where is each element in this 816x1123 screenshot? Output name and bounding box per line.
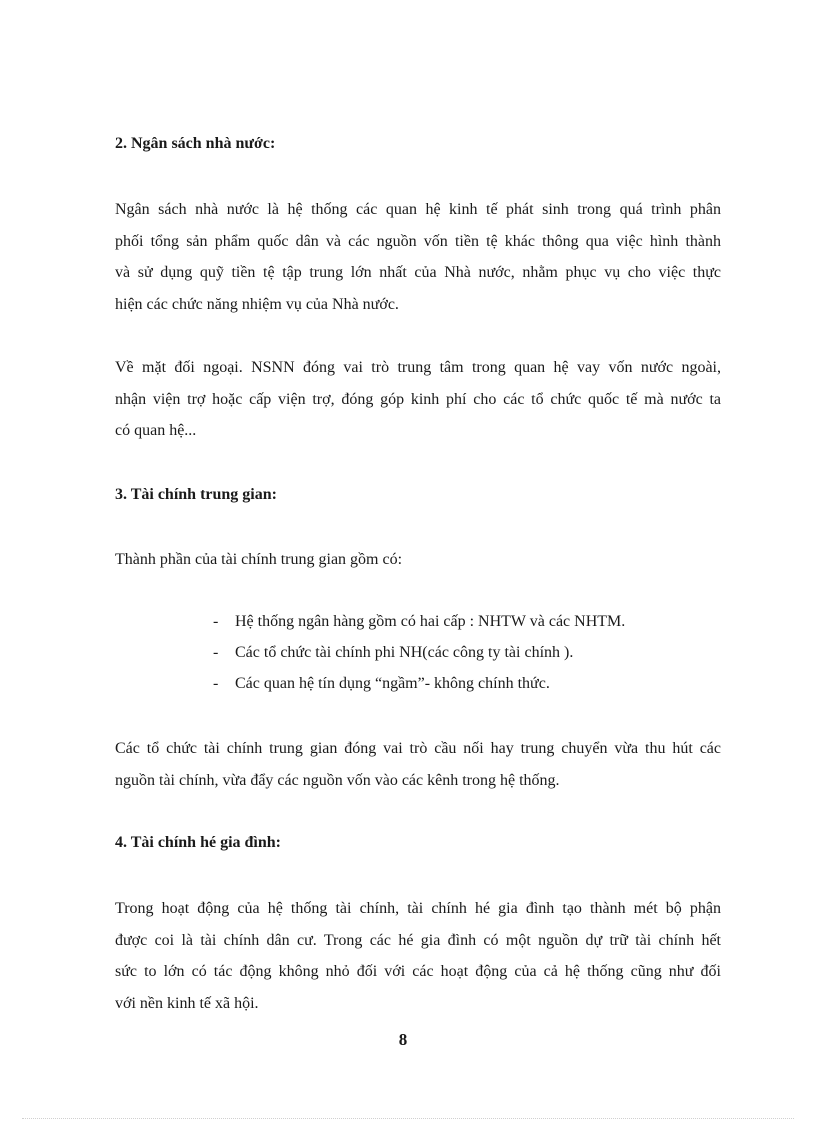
bullet-dash: - bbox=[213, 644, 219, 661]
text-line: với nền kinh tế xã hội. bbox=[115, 994, 259, 1012]
list-item bbox=[213, 668, 625, 699]
text-line: Về mặt đối ngoại. NSNN đóng vai trò trung tâm trong quan hệ vay vốn nước ngoài, bbox=[115, 359, 721, 376]
page-number: 8 bbox=[398, 1030, 408, 1049]
intermediary-component-list bbox=[213, 606, 625, 699]
text-line: Ngân sách nhà nước là hệ thống các quan hệ kinh tế phát sinh trong quá trình phân bbox=[115, 201, 721, 218]
list-item-text: Hệ thống ngân hàng gồm có hai cấp : NHTW và các NHTM. bbox=[235, 613, 626, 630]
text-line: sức to lớn có tác động không nhỏ đối với các hoạt động của cả hệ thống cũng như đối bbox=[115, 963, 721, 980]
text-line: Thành phần của tài chính trung gian gồm có: bbox=[115, 551, 403, 568]
text-line: Trong hoạt động của hệ thống tài chính, tài chính hé gia đình tạo thành mét bộ phận bbox=[115, 900, 721, 917]
text-line: được coi là tài chính dân cư. Trong các hé gia đình có một nguồn dự trữ tài chính hết bbox=[115, 931, 721, 949]
text-line: nguồn tài chính, vừa đẩy các nguồn vốn vào các kênh trong hệ thống. bbox=[115, 771, 560, 789]
text-line: phối tổng sản phẩm quốc dân và các nguồn vốn tiền tệ khác thông qua việc hình thành bbox=[115, 232, 721, 250]
text-line: hiện các chức năng nhiệm vụ của Nhà nước. bbox=[115, 295, 399, 313]
section-heading-intermediary: 3. Tài chính trung gian: bbox=[115, 486, 277, 503]
list-item bbox=[213, 606, 625, 637]
bullet-dash: - bbox=[213, 675, 219, 692]
text-line: nhận viện trợ hoặc cấp viện trợ, đóng góp kinh phí cho các tổ chức quốc tế mà nước ta bbox=[115, 390, 721, 408]
section-heading-household: 4. Tài chính hé gia đình: bbox=[115, 834, 281, 851]
paragraph-budget-definition bbox=[115, 194, 721, 320]
list-item-text: Các tổ chức tài chính phi NH(các công ty tài chính ). bbox=[235, 644, 574, 661]
section-heading-budget: 2. Ngân sách nhà nước: bbox=[115, 135, 276, 152]
list-item-text: Các quan hệ tín dụng “ngầm”- không chính thức. bbox=[235, 675, 550, 692]
paragraph-household bbox=[115, 893, 721, 1019]
bullet-dash: - bbox=[213, 613, 219, 630]
paragraph-intermediary-intro bbox=[115, 544, 721, 576]
paragraph-intermediary-role bbox=[115, 733, 721, 796]
text-line: có quan hệ... bbox=[115, 422, 197, 439]
footer-divider bbox=[22, 1118, 794, 1119]
paragraph-budget-foreign bbox=[115, 352, 721, 447]
text-line: và sử dụng quỹ tiền tệ tập trung lớn nhất của Nhà nước, nhằm phục vụ cho việc thực bbox=[115, 264, 721, 281]
text-line: Các tổ chức tài chính trung gian đóng vai trò cầu nối hay trung chuyển vừa thu hút các bbox=[115, 740, 721, 757]
list-item bbox=[213, 637, 625, 668]
